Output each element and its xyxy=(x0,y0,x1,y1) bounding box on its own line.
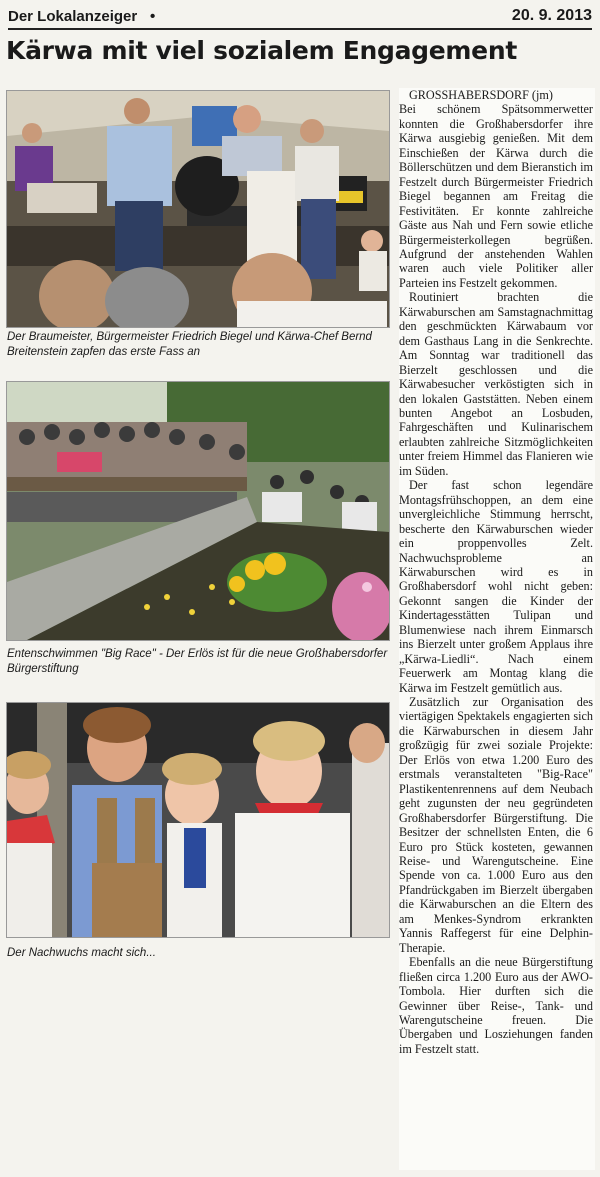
article-paragraph: Zusätzlich zur Organisation des viertägigen Spektakels engagierten sich die Kärwaburschen in diesem Jahr großzügig für zwei soziale Projekte: Der Erlös von etwa 1.200 Euro des erstmals veranstalteten "Big-Race" Plastikentenrennens auf dem Neubach geht zugunsten der neu gegründeten Großhabersdorfer Bürgerstiftung. Die Besitzer der schnellsten Enten, die 6 Euro pro Stück kosteten, gewannen Reise- und Warengutscheine. Eine Spende von ca. 1.000 Euro aus den Pfandrückgaben im Bierzelt übergaben die Kärwaburschen an die Eltern des am Menkes-Syndrom erkrankten Yannis Raffegerst für eine Delphin-Therapie. xyxy=(399,695,593,955)
article-dateline: GROSSHABERSDORF (jm) xyxy=(409,88,553,102)
article-paragraph: Routiniert brachten die Kärwaburschen am Samstagnachmittag den geschmückten Kärwabaum vor dem Gasthaus Lang in die Senkrechte. Am Sonntag war traditionell das Bierzelt geschlossen und die Kärwabesucher verköstigten sich in den lokalen Gaststätten. Neben einem bunten Angebot an Losbuden, Fahrgeschäften und Kulinarischem erlaubten zahlreiche Sitzmöglichkeiten unter freiem Himmel das Flanieren wie im Süden. xyxy=(399,290,593,478)
article-paragraph: Bei schönem Spätsommerwetter konnten die Großhabersdorfer ihre Kärwa ausgiebig genießen. Mit dem Einschießen der Kärwa durch die Böllerschützen und dem Bieranstich im Festzelt durch Bürgermeister Friedrich Biegel begannen am Freitag die Festivitäten. Er konnte zahlreiche Gäste aus Nah und Fern sowie etliche Bürgermeisterkollegen begrüßen. Aufgrund der anstehenden Wahlen waren auch viele Politiker aller Parteien ins Festzelt gekommen. xyxy=(399,102,593,290)
masthead xyxy=(8,6,592,30)
photo-children xyxy=(6,702,390,938)
issue-date: 20. 9. 2013 xyxy=(511,7,592,24)
headline: Kärwa mit viel sozialem Engagement xyxy=(6,36,517,65)
caption-children: Der Nachwuchs macht sich... xyxy=(7,947,156,959)
publication-name: Der Lokalanzeiger xyxy=(8,8,138,25)
photo-duck-race xyxy=(6,381,390,641)
publication-dot: • xyxy=(150,8,156,25)
article-column xyxy=(399,88,595,1170)
article-paragraph: Ebenfalls an die neue Bürgerstiftung fließen circa 1.200 Euro aus der AWO-Tombola. Hier durften sich die Gewinner über Reise-, Tank- und Warengutscheine freuen. Die Übergaben und Losziehungen fanden im Festzelt statt. xyxy=(399,955,593,1056)
caption-beer-tapping: Der Braumeister, Bürgermeister Friedrich Biegel und Kärwa-Chef Bernd Breitenstein zapfen das erste Fass an xyxy=(7,331,372,358)
article-body xyxy=(399,88,595,1056)
article-paragraph: Der fast schon legendäre Montagsfrühschoppen, an dem eine unvergleichliche Stimmung herrscht, bescherte den Kärwaburschen wieder ein proppenvolles Zelt. Nachwuchsprobleme an Kärwaburschen wird es in Großhabersdorf wohl nicht geben: Gekonnt sangen die Kinder der Kindertagesstätten Tulipan und Blumenwiese nach ihrem Einmarsch ins Bierzelt unter großem Applaus ihre „Kärwa-Liedli“. Nach einem Feuerwerk am Montag klang die Kärwa im Festzelt gemütlich aus. xyxy=(399,478,593,695)
caption-duck-race: Entenschwimmen "Big Race" - Der Erlös ist für die neue Großhabersdorfer Bürgerstiftung xyxy=(7,648,388,675)
photo-beer-tapping xyxy=(6,90,390,328)
